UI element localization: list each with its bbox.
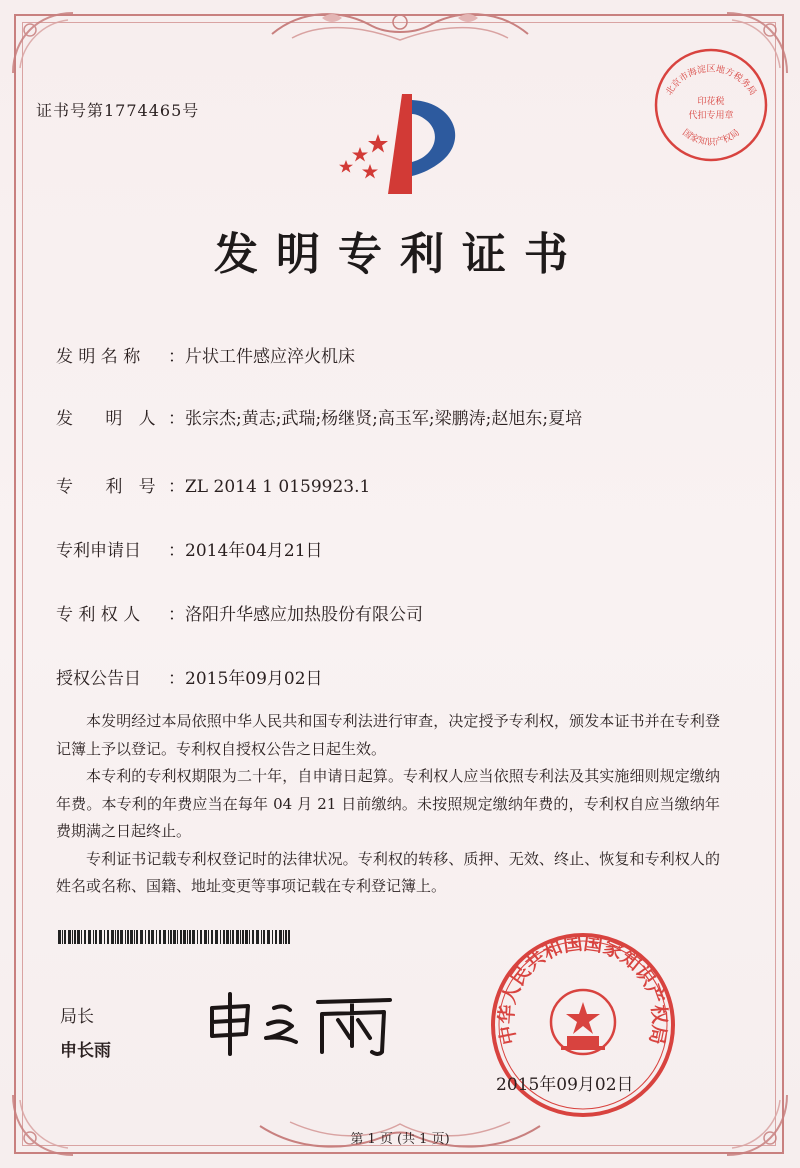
svg-text:印花税: 印花税 [697,97,725,107]
barcode-bar [93,930,94,944]
body-paragraph: 本发明经过本局依照中华人民共和国专利法进行审查，决定授予专利权，颁发本证书并在专利登记簿上予以登记。专利权自授权公告之日起生效。 [56,712,720,758]
corner-ornament-icon [8,8,78,78]
barcode-bar [88,930,91,944]
field-application-date: 专利申请日 ：2014年04月21日 [56,536,323,561]
barcode-bar [117,930,119,944]
barcode-bar [173,930,176,944]
barcode-bar [148,930,150,944]
patent-office-logo-icon [330,92,470,202]
barcode-bar [125,930,126,944]
field-label: 授权公告日 [56,669,141,689]
barcode-bar [200,930,202,944]
barcode-bar [256,930,259,944]
field-value: 洛阳升华感应加热股份有限公司 [185,605,423,625]
barcode-bar [189,930,191,944]
barcode-bar [261,930,262,944]
barcode-bar [151,930,154,944]
director-name: 申长雨 [60,1041,111,1061]
field-label: 发 明 人 [56,409,156,429]
certificate-number: 证书号第1774465号 [36,101,200,120]
field-patent-number: 专 利 号 ：ZL 2014 1 0159923.1 [56,472,370,497]
field-value: 2015年09月02日 [185,669,323,689]
barcode-bar [197,930,198,944]
field-value: 张宗杰;黄志;武瑞;杨继贤;高玉军;梁鹏涛;赵旭东;夏培 [185,409,583,429]
barcode-bar [285,930,287,944]
certificate-title: 发明专利证书 [214,229,586,280]
barcode-bar [275,930,277,944]
barcode-bar [170,930,172,944]
barcode-bar [236,930,239,944]
barcode-bar [104,930,105,944]
svg-text:代扣专用章: 代扣专用章 [688,111,734,121]
director-signature [198,980,398,1060]
barcode-bar [58,930,61,944]
field-patentee: 专 利 权 人 ：洛阳升华感应加热股份有限公司 [56,600,423,625]
barcode-bar [232,930,234,944]
barcode-bar [72,930,73,944]
barcode-bar [74,930,76,944]
barcode-bar [99,930,102,944]
barcode-bar [115,930,116,944]
barcode-bar [272,930,273,944]
field-value: 2014年04月21日 [185,541,323,561]
barcode-bar [81,930,82,944]
barcode-bar [242,930,244,944]
barcode-bar [68,930,71,944]
barcode-bar [204,930,207,944]
barcode-bar [77,930,80,944]
barcode-bar [127,930,129,944]
barcode-bar [180,930,182,944]
barcode-bar [220,930,221,944]
barcode-bar [84,930,86,944]
barcode-bar [183,930,186,944]
svg-text:北京市海淀区地方税务局: 北京市海淀区地方税务局 [664,64,758,98]
barcode-bar [267,930,270,944]
page-indicator: 第 1 页 (共 1 页) [350,1132,450,1147]
barcode-bar [226,930,229,944]
corner-ornament-icon [8,1090,78,1160]
field-label: 专利申请日 [56,541,141,561]
top-ornament-icon [262,4,538,48]
field-inventors: 发 明 人 ：张宗杰;黄志;武瑞;杨继贤;高玉军;梁鹏涛;赵旭东;夏培 [56,404,582,429]
barcode-bar [107,930,109,944]
barcode-bar [283,930,284,944]
barcode-bar [215,930,218,944]
director-title: 局长 [60,1007,94,1027]
barcode-bar [279,930,282,944]
barcode [58,930,290,944]
barcode-bar [120,930,123,944]
barcode-bar [245,930,248,944]
barcode-bar [95,930,97,944]
barcode-bar [288,930,290,944]
barcode-bar [140,930,143,944]
barcode-bar [130,930,133,944]
barcode-bar [230,930,231,944]
barcode-bar [177,930,178,944]
barcode-bar [187,930,188,944]
field-label: 发 明 名 称 [56,347,141,367]
barcode-bar [168,930,169,944]
barcode-bar [211,930,213,944]
barcode-bar [159,930,161,944]
field-label: 专 利 权 人 [56,605,141,625]
barcode-bar [249,930,250,944]
barcode-bar [156,930,157,944]
svg-text:中华人民共和国国家知识产权局: 中华人民共和国国家知识产权局 [495,932,671,1047]
certificate-body [56,708,720,901]
barcode-bar [163,930,166,944]
barcode-bar [134,930,135,944]
field-invention-name: 发 明 名 称 ：片状工件感应淬火机床 [56,342,355,367]
field-value: 片状工件感应淬火机床 [185,347,355,367]
barcode-bar [145,930,146,944]
tax-stamp-seal [652,46,770,164]
seal-date: 2015年09月02日 [496,1075,634,1095]
barcode-bar [263,930,265,944]
barcode-bar [136,930,138,944]
barcode-bar [64,930,66,944]
barcode-bar [240,930,241,944]
body-paragraph: 专利证书记载专利权登记时的法律状况。专利权的转移、质押、无效、终止、恢复和专利权人的姓名或名称、国籍、地址变更等事项记载在专利登记簿上。 [56,849,720,895]
field-label: 专 利 号 [56,477,156,497]
barcode-bar [223,930,225,944]
body-paragraph: 本专利的专利权期限为二十年，自申请日起算。专利权人应当依照专利法及其实施细则规定缴纳年费。本专利的年费应当在每年 04 月 21 日前缴纳。未按照规定缴纳年费的，专利权自应当缴纳年费期满之日起终止。 [56,767,720,840]
barcode-bar [111,930,114,944]
svg-text:国家知识产权局: 国家知识产权局 [680,127,742,148]
barcode-bar [192,930,195,944]
national-emblem-icon [551,990,615,1054]
barcode-bar [62,930,63,944]
corner-ornament-icon [722,1090,792,1160]
barcode-bar [252,930,254,944]
barcode-bar [208,930,209,944]
field-grant-date: 授权公告日 ：2015年09月02日 [56,664,323,689]
field-value: ZL 2014 1 0159923.1 [185,477,371,497]
